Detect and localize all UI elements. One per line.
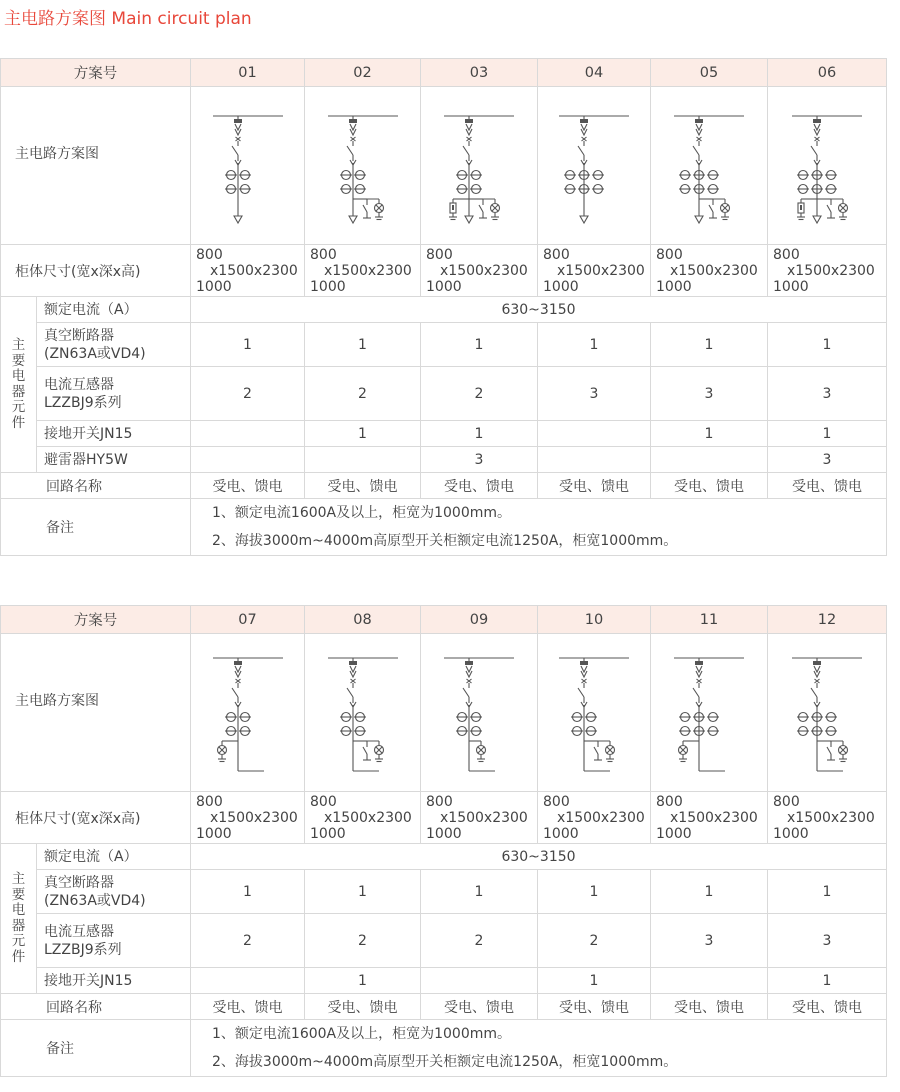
scheme-table-1 [0,58,886,556]
ct-qty: 3 [651,914,768,968]
earthing-qty [538,421,651,447]
breaker-label: 真空断路器 (ZN63A或VD4) [37,870,191,914]
dimension-cell: 800 x1500x2300 1000 [191,245,305,297]
circuit-diagram-02 [323,91,403,241]
circuit-diagram-10 [554,638,634,788]
ct-qty: 2 [191,914,305,968]
ct-qty: 2 [538,914,651,968]
ct-qty: 3 [651,367,768,421]
note-1: 1、额定电流1600A及以上，柜宽为1000mm。 [212,1026,512,1042]
circuit-diagram-01 [208,91,288,241]
circuit-name: 受电、馈电 [538,994,651,1020]
dimension-cell: 800 x1500x2300 1000 [305,792,421,844]
remarks-text [191,1020,887,1077]
earthing-qty: 1 [305,421,421,447]
circuit-diagram [191,87,305,245]
earthing-qty [421,968,538,994]
ct-qty: 2 [305,914,421,968]
circuit-diagram-03 [439,91,519,241]
circuit-name-label: 回路名称 [1,473,191,499]
scheme-number-row [1,59,887,87]
earthing-row [1,968,887,994]
circuit-name: 受电、馈电 [305,473,421,499]
main-components-label: 主要电器元件 [1,844,37,994]
dimension-cell: 800 x1500x2300 1000 [768,792,887,844]
dimension-cell: 800 x1500x2300 1000 [191,792,305,844]
circuit-diagram [421,634,538,792]
circuit-diagram-09 [439,638,519,788]
earthing-label: 接地开关JN15 [37,421,191,447]
remarks-label: 备注 [1,499,191,556]
note-1: 1、额定电流1600A及以上，柜宽为1000mm。 [212,505,512,521]
earthing-qty: 1 [305,968,421,994]
circuit-name: 受电、馈电 [651,994,768,1020]
scheme-number: 12 [768,606,887,634]
page-title: 主电路方案图 Main circuit plan [4,9,252,29]
breaker-qty: 1 [305,323,421,367]
circuit-diagram [768,87,887,245]
rated-current-label: 额定电流（A） [37,297,191,323]
circuit-name: 受电、馈电 [305,994,421,1020]
circuit-name-row [1,994,887,1020]
earthing-qty [651,968,768,994]
rated-current-row [1,844,887,870]
ct-qty: 2 [421,914,538,968]
scheme-number: 10 [538,606,651,634]
ct-label: 电流互感器 LZZBJ9系列 [37,367,191,421]
circuit-diagram [538,87,651,245]
circuit-name: 受电、馈电 [768,994,887,1020]
circuit-name-row [1,473,887,499]
ct-qty: 2 [305,367,421,421]
circuit-diagram-06 [787,91,867,241]
circuit-diagram-12 [787,638,867,788]
circuit-diagram [768,634,887,792]
scheme-number-label: 方案号 [1,606,191,634]
note-2: 2、海拔3000m~4000m高原型开关柜额定电流1250A，柜宽1000mm。 [212,1054,678,1070]
scheme-number: 09 [421,606,538,634]
ct-qty: 2 [191,367,305,421]
dimension-cell: 800 x1500x2300 1000 [421,792,538,844]
circuit-diagram-05 [669,91,749,241]
dimension-cell: 800 x1500x2300 1000 [538,245,651,297]
circuit-name: 受电、馈电 [538,473,651,499]
scheme-number-row [1,606,887,634]
dimensions-row [1,792,887,844]
remarks-row [1,499,887,556]
earthing-row [1,421,887,447]
circuit-diagram [305,87,421,245]
dimension-cell: 800 x1500x2300 1000 [651,245,768,297]
circuit-diagram [651,87,768,245]
earthing-qty: 1 [421,421,538,447]
circuit-diagram-04 [554,91,634,241]
breaker-qty: 1 [768,323,887,367]
circuit-diagram [305,634,421,792]
breaker-qty: 1 [421,323,538,367]
dimensions-row [1,245,887,297]
remarks-row [1,1020,887,1077]
earthing-qty: 1 [538,968,651,994]
breaker-qty: 1 [768,870,887,914]
rated-current-value: 630~3150 [191,844,887,870]
circuit-diagram-08 [323,638,403,788]
scheme-number: 08 [305,606,421,634]
dimensions-label: 柜体尺寸(宽x深x高) [1,245,191,297]
rated-current-value: 630~3150 [191,297,887,323]
circuit-diagram [538,634,651,792]
breaker-qty: 1 [538,323,651,367]
scheme-number: 04 [538,59,651,87]
dimension-cell: 800 x1500x2300 1000 [651,792,768,844]
earthing-qty: 1 [768,421,887,447]
ct-row [1,914,887,968]
dimension-cell: 800 x1500x2300 1000 [538,792,651,844]
earthing-qty: 1 [651,421,768,447]
ct-qty: 2 [421,367,538,421]
diagram-label: 主电路方案图 [1,87,191,245]
dimension-cell: 800 x1500x2300 1000 [421,245,538,297]
circuit-name: 受电、馈电 [768,473,887,499]
arrester-label: 避雷器HY5W [37,447,191,473]
ct-qty: 3 [768,367,887,421]
breaker-row [1,323,887,367]
breaker-qty: 1 [305,870,421,914]
ct-qty: 3 [538,367,651,421]
scheme-number: 03 [421,59,538,87]
circuit-name: 受电、馈电 [191,994,305,1020]
dimension-cell: 800 x1500x2300 1000 [768,245,887,297]
arrester-qty: 3 [768,447,887,473]
scheme-number: 01 [191,59,305,87]
main-components-label: 主要电器元件 [1,297,37,473]
breaker-label: 真空断路器 (ZN63A或VD4) [37,323,191,367]
arrester-qty [191,447,305,473]
scheme-number-label: 方案号 [1,59,191,87]
scheme-number: 11 [651,606,768,634]
circuit-diagram [651,634,768,792]
ct-qty: 3 [768,914,887,968]
remarks-label: 备注 [1,1020,191,1077]
scheme-number: 06 [768,59,887,87]
arrester-qty: 3 [421,447,538,473]
earthing-qty [191,968,305,994]
breaker-qty: 1 [421,870,538,914]
arrester-qty [651,447,768,473]
rated-current-label: 额定电流（A） [37,844,191,870]
arrester-qty [305,447,421,473]
diagram-row [1,634,887,792]
circuit-name: 受电、馈电 [651,473,768,499]
diagram-row [1,87,887,245]
circuit-diagram [421,87,538,245]
dimension-cell: 800 x1500x2300 1000 [305,245,421,297]
note-2: 2、海拔3000m~4000m高原型开关柜额定电流1250A，柜宽1000mm。 [212,533,678,549]
circuit-name: 受电、馈电 [191,473,305,499]
scheme-number: 02 [305,59,421,87]
circuit-name: 受电、馈电 [421,994,538,1020]
circuit-name-label: 回路名称 [1,994,191,1020]
ct-label: 电流互感器 LZZBJ9系列 [37,914,191,968]
arrester-row [1,447,887,473]
earthing-label: 接地开关JN15 [37,968,191,994]
breaker-qty: 1 [191,870,305,914]
breaker-qty: 1 [651,323,768,367]
arrester-qty [538,447,651,473]
remarks-text [191,499,887,556]
circuit-diagram-11 [669,638,749,788]
ct-row [1,367,887,421]
rated-current-row [1,297,887,323]
breaker-qty: 1 [651,870,768,914]
earthing-qty [191,421,305,447]
diagram-label: 主电路方案图 [1,634,191,792]
breaker-qty: 1 [538,870,651,914]
scheme-number: 07 [191,606,305,634]
breaker-qty: 1 [191,323,305,367]
breaker-row [1,870,887,914]
circuit-name: 受电、馈电 [421,473,538,499]
scheme-table-2 [0,605,886,1077]
circuit-diagram [191,634,305,792]
scheme-number: 05 [651,59,768,87]
dimensions-label: 柜体尺寸(宽x深x高) [1,792,191,844]
earthing-qty: 1 [768,968,887,994]
circuit-diagram-07 [208,638,288,788]
